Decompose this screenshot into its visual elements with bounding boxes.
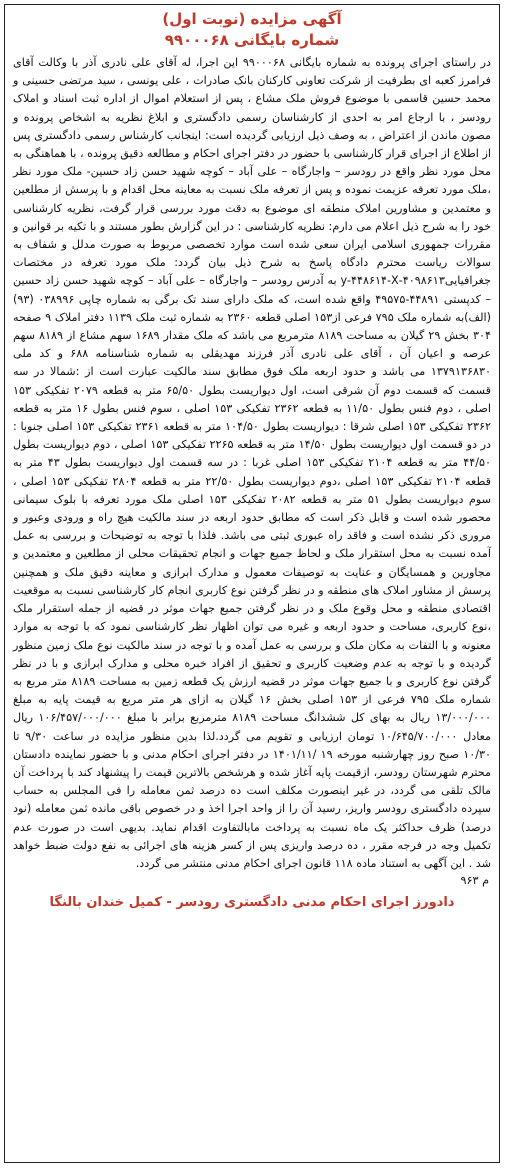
reference-code: م ۹۶۳	[460, 874, 489, 888]
notice-body: در راستای اجرای پرونده به شماره بایگانی ۹۹۰۰۰۶۸ این اجرا، له آقای علی نادری آذر با وکالت آقای فرامرز کعبه ای بطرفیت از شرکت تعاونی کارکنان بانک صادرات ، علی یونسی ، سید مرتضی حسینی و محمد حسین قاسمی با موضوع فروش ملک مشاع ، پس از استعلام اموال از اداره ثبت اسناد و املاک رودسر ، با ارجاع امر به احدی از کارشناسان رسمی دادگستری و ابلاغ نظریه به اشخاص پرونده و مصون ماندن از اعتراض ، به وصف ذیل ارزیابی گردیده است: اینجانب کارشناس رسمی دادگستری پس از اطلاع از اجرای قرار کارشناسی با حضور در دفتر اجرای احکام و مطالعه دقیق پرونده ، با هماهنگی به محل مورد نظر واقع در رودسر – واجارگاه – علی آباد – کوچه شهید حسن زاد حسین- ملک مورد نظر ،ملک مورد تعرفه عزیمت نموده و پس از تعرفه ملک نسبت به معاینه محل اقدام و با پرسش از مطلعین و معتمدین و مشاورین املاک منطقه ای موضوع به دقت مورد بررسی قرار گرفت، نظریه کارشناسی خود را به شرح ذیل اعلام می دارم: نظریه کارشناسی : در این گزارش بطور مستند و با تکیه بر قوانین و مقررات جمهوری اسلامی ایران سعی شده است موارد تخصصی مربوط به صورت مدلل و شفاف به سوالات ریاست محترم دادگاه پاسخ به شرح ذیل بیان گردد: ملک مورد تعرفه در مختصات جغرافیایی۴۰۹۸۶۱۳-y-۴۴۸۶۱۴-X به آدرس رودسر – واجارگاه – علی آباد – کوچه شهید حسن زاد حسین – کدپستی ۴۴۸۹۱-۴۹۵۷۵ واقع شده است، که ملک دارای سند تک برگی به شماره چاپی ۰۳۸۹۹۶ (۹۳)(الف)به شماره ملک ۷۹۵ فرعی از۱۵۳ اصلی قطعه ۲۳۶۰ به شماره ثبت ملک ۱۱۳۹ دفتر املاک ۹ صفحه ۳۰۴ بخش ۲۹ گیلان به مساحت ۸۱۸۹ مترمربع می باشد که ملک مقدار ۱۶۸۹ سهم مشاع از ۸۱۸۹ سهم عرصه و اعیان آن ، آقای علی نادری آذر فرزند مهدیقلی به شماره شناسنامه ۶۸۸ و کد ملی ۱۳۷۹۱۳۶۸۳۰ می باشد و حدود اربعه ملک فوق مطابق سند مالکیت عبارت است از :شمالا در سه قسمت که قسمت دوم آن شرقی است، اول دیواریست بطول ۶۵/۵۰ متر به قطعه ۲۰۷۹ تفکیکی ۱۵۳ اصلی ، دوم فنس بطول ۱۱/۵۰ به قطعه ۲۳۶۲ تفکیکی ۱۵۳ اصلی ، سوم فنس بطول ۱۶ متر به قطعه ۲۳۶۲ تفکیکی ۱۵۳ اصلی شرقا : دیواریست بطول ۱۰۴/۵۰ متر به قطعه ۲۳۶۱ تفکیکی ۱۵۳ اصلی جنوبا : در دو قسمت اول دیواریست بطول ۱۴/۵۰ متر به قطعه ۲۲۶۵ تفکیکی ۱۵۳ اصلی ، دوم دیواریست بطول ۴۴/۵۰ متر به قطعه ۲۱۰۴ تفکیکی ۱۵۳ اصلی غربا : در سه قسمت اول دیواریست بطول ۴۳ متر به قطعه ۲۱۰۴ تفکیکی ۱۵۳ اصلی ،دوم دیواریست بطول ۲۲/۵۰ متر به قطعه ۲۸۰۴ تفکیکی ۱۵۳ اصلی ، سوم دیواریست بطول ۵۱ متر به قطعه ۲۰۸۲ تفکیکی ۱۵۳ اصلی ملک مورد تعرفه با بلوک سیمانی محصور شده است و قابل ذکر است که مطابق حدود اربعه در سند مالکیت هیچ راه و ورودی وعبور و مروری ذکر نشده است و فاقد راه عبوری ثبتی می باشد. فلذا با توجه به توضیحات و بررسی به عمل آمده نسبت به محل استقرار ملک و لحاظ جمیع جهات و انجام تحقیقات محلی از مطلعین و معتمدین و مجاورین و همسایگان و عنایت به توصیفات معمول و مدارک ابرازی و معاینه دقیق ملک و همچنین پرسش از مشاور املاک های منطقه و در نظر گرفتن نوع کاربری انجام کار کارشناسی نسبت به موقعیت اقتصادی منطقه و محل وقوع ملک و در نظر گرفتن جمیع جهات موثر در قضیه از جمله استقرار ملک ،نوع کاربری، مساحت و حدود اربعه و غیره می توان اظهار نظر کارشناسی نمود که با توجه به موارد معنونه و با التفات به مکان ملک و بررسی به عمل آمده و با توجه در سند مالکیت نوع ملک زمین منظور گردیده و با توجه به عدم وضعیت کاربری و تحقیق از افراد خبره محلی و مدارک ابرازی و با در نظر گرفتن نوع کاربری و با جمیع جهات موثر در قضیه ارزش یک قطعه زمین به مساحت ۸۱۸۹ متر مربع به شماره ملک ۷۹۵ فرعی از ۱۵۳ اصلی بخش ۱۶ گیلان به ازای هر متر مربع به قیمت پایه به مبلغ ۱۳/۰۰۰/۰۰۰ ریال به بهای کل ششدانگ مساحت ۸۱۸۹ مترمربع برابر با مبلغ ۱۰۶/۴۵۷/۰۰۰/۰۰۰ ریال معادل ۱۰/۶۴۵/۷۰۰/۰۰۰ تومان ارزیابی و تقویم می گردد.لذا بدین منظور مزایده در ساعت ۹/۳۰ تا ۱۰/۳۰ صبح روز چهارشنبه مورخه ۱۹ /۱۴۰۱/۱۱ در دفتر اجرای احکام مدنی و با حضور نماینده دادستان محترم شهرستان رودسر، ازقیمت پایه آغاز شده و هرشخص بالاترین قیمت را پیشنهاد کند با پرداخت آن مالک تلقی می گردد، در غیر اینصورت مکلف است ده درصد ثمن معامله را فی المجلس به حساب سپرده دادگستری رودسر واریز، رسید آن را از واحد اجرا اخذ و در خصوص باقی مانده ثمن معامله (نود درصد) ظرف حداکثر یک ماه نسبت به پرداخت مابالتفاوت اقدام نماید. بدیهی است در صورت عدم تکمیل وجه در فرجه مقرر ، ده درصد واریزی پس از کسر هزینه های اجرائی به نفع دولت ضبط خواهد شد . این آگهی به استناد ماده ۱۱۸ قانون اجرای احکام مدنی منتشر می گردد.	[13, 56, 492, 870]
notice-frame	[4, 4, 500, 1163]
archive-number: شماره بایگانی ۹۹۰۰۰۶۸	[164, 31, 340, 49]
notice-title: آگهی مزایده (نوبت اول)	[162, 10, 342, 28]
signature-line: دادورز اجرای احکام مدنی دادگستری رودسر - کمیل خندان بالنگا	[49, 895, 455, 911]
notice-header	[5, 5, 499, 51]
